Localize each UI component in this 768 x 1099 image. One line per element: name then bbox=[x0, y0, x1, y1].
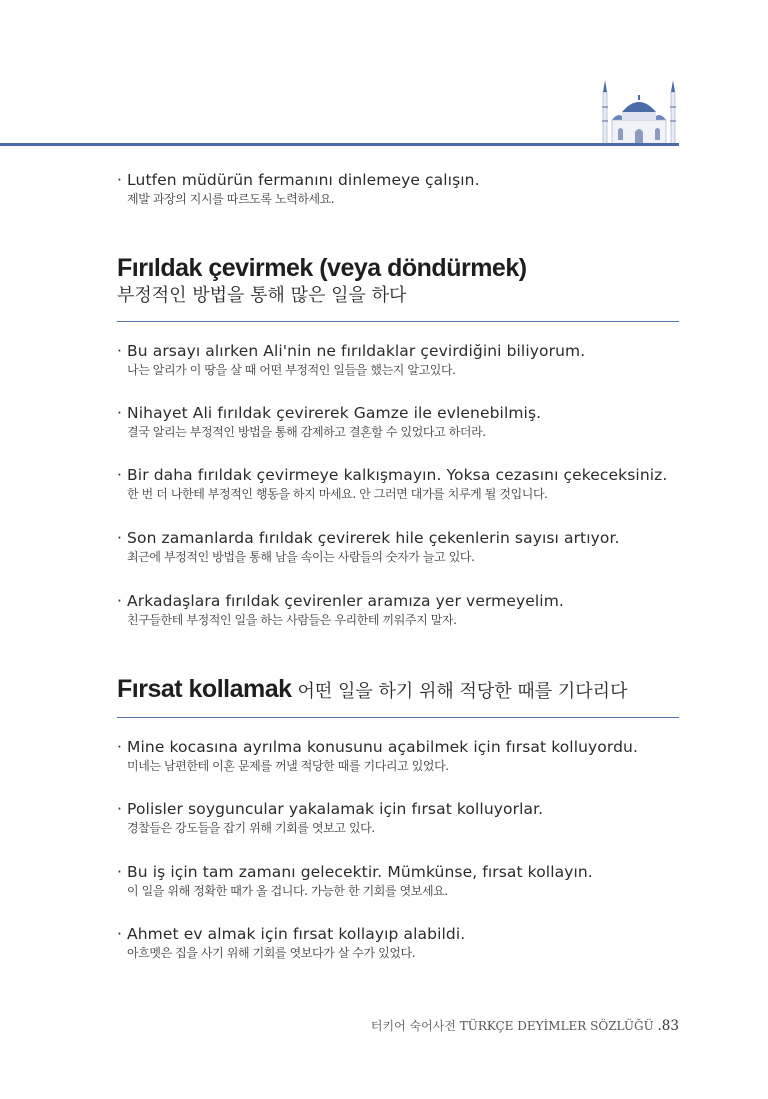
page-number: .83 bbox=[657, 1018, 679, 1034]
example-turkish: · Son zamanlarda fırıldak çevirerek hile çekenlerin sayısı artıyor. bbox=[117, 529, 620, 547]
header-rule bbox=[0, 143, 679, 146]
example-korean: 미네는 남편한테 이혼 문제를 꺼낼 적당한 때를 기다리고 있었다. bbox=[127, 759, 449, 773]
example-korean: 이 일을 위해 정확한 때가 올 겁니다. 가능한 한 기회를 엿보세요. bbox=[127, 884, 448, 898]
idiom-heading bbox=[117, 253, 679, 309]
idiom-title-line bbox=[117, 674, 679, 707]
example-korean: 친구들한테 부정적인 일을 하는 사람들은 우리한테 끼워주지 말자. bbox=[127, 613, 457, 627]
page-footer bbox=[371, 1017, 679, 1034]
idiom-title: Fırsat kollamak bbox=[117, 675, 292, 703]
example-item bbox=[117, 528, 687, 566]
example-turkish: · Mine kocasına ayrılma konusunu açabilmek için fırsat kolluyordu. bbox=[117, 738, 638, 756]
mosque-icon bbox=[598, 78, 680, 144]
example-korean: 결국 알리는 부정적인 방법을 통해 감제하고 결혼할 수 있었다고 하더라. bbox=[127, 425, 486, 439]
example-turkish: · Polisler soyguncular yakalamak için fırsat kolluyorlar. bbox=[117, 800, 544, 818]
example-item bbox=[117, 799, 687, 837]
example-korean: 나는 알리가 이 땅을 살 때 어떤 부정적인 일들을 했는지 알고있다. bbox=[127, 363, 456, 377]
example-item bbox=[117, 924, 687, 962]
example-item bbox=[117, 737, 687, 775]
example-turkish: · Ahmet ev almak için fırsat kollayıp alabildi. bbox=[117, 925, 466, 943]
example-korean: 한 번 더 나한테 부정적인 행동을 하지 마세요. 안 그러면 대가를 치루게 될 것입니다. bbox=[127, 487, 548, 501]
example-item bbox=[117, 591, 687, 629]
idiom-meaning: 부정적인 방법을 통해 많은 일을 하다 bbox=[117, 285, 407, 306]
example-item bbox=[117, 403, 687, 441]
example-item bbox=[117, 170, 687, 208]
example-item bbox=[117, 341, 687, 379]
example-turkish: · Bu arsayı alırken Ali'nin ne fırıldaklar çevirdiğini biliyorum. bbox=[117, 342, 586, 360]
idiom-heading bbox=[117, 674, 679, 707]
idiom-meaning: 어떤 일을 하기 위해 적당한 때를 기다리다 bbox=[297, 681, 628, 702]
example-turkish: · Bir daha fırıldak çevirmeye kalkışmayın. Yoksa cezasını çekeceksiniz. bbox=[117, 466, 668, 484]
example-item bbox=[117, 465, 687, 503]
example-korean: 최근에 부정적인 방법을 통해 남을 속이는 사람들의 숫자가 늘고 있다. bbox=[127, 550, 475, 564]
example-turkish: · Lutfen müdürün fermanını dinlemeye çalışın. bbox=[117, 171, 480, 189]
footer-book-title: 터키어 숙어사전 TÜRKÇE DEYİMLER SÖZLÜĞÜ bbox=[370, 1019, 654, 1033]
example-korean: 제발 과장의 지시를 따르도록 노력하세요. bbox=[127, 192, 335, 206]
example-turkish: · Nihayet Ali fırıldak çevirerek Gamze ile evlenebilmiş. bbox=[117, 404, 542, 422]
idiom-title: Fırıldak çevirmek (veya döndürmek) bbox=[117, 254, 527, 282]
example-korean: 경찰들은 강도들을 잡기 위해 기회를 엿보고 있다. bbox=[127, 821, 375, 835]
example-turkish: · Arkadaşlara fırıldak çevirenler aramıza yer vermeyelim. bbox=[117, 592, 564, 610]
example-item bbox=[117, 862, 687, 900]
section-divider bbox=[117, 321, 679, 322]
example-turkish: · Bu iş için tam zamanı gelecektir. Mümkünse, fırsat kollayın. bbox=[117, 863, 593, 881]
section-divider bbox=[117, 717, 679, 718]
example-korean: 아흐멧은 집을 사기 위해 기회를 엿보다가 살 수가 있었다. bbox=[127, 946, 416, 960]
